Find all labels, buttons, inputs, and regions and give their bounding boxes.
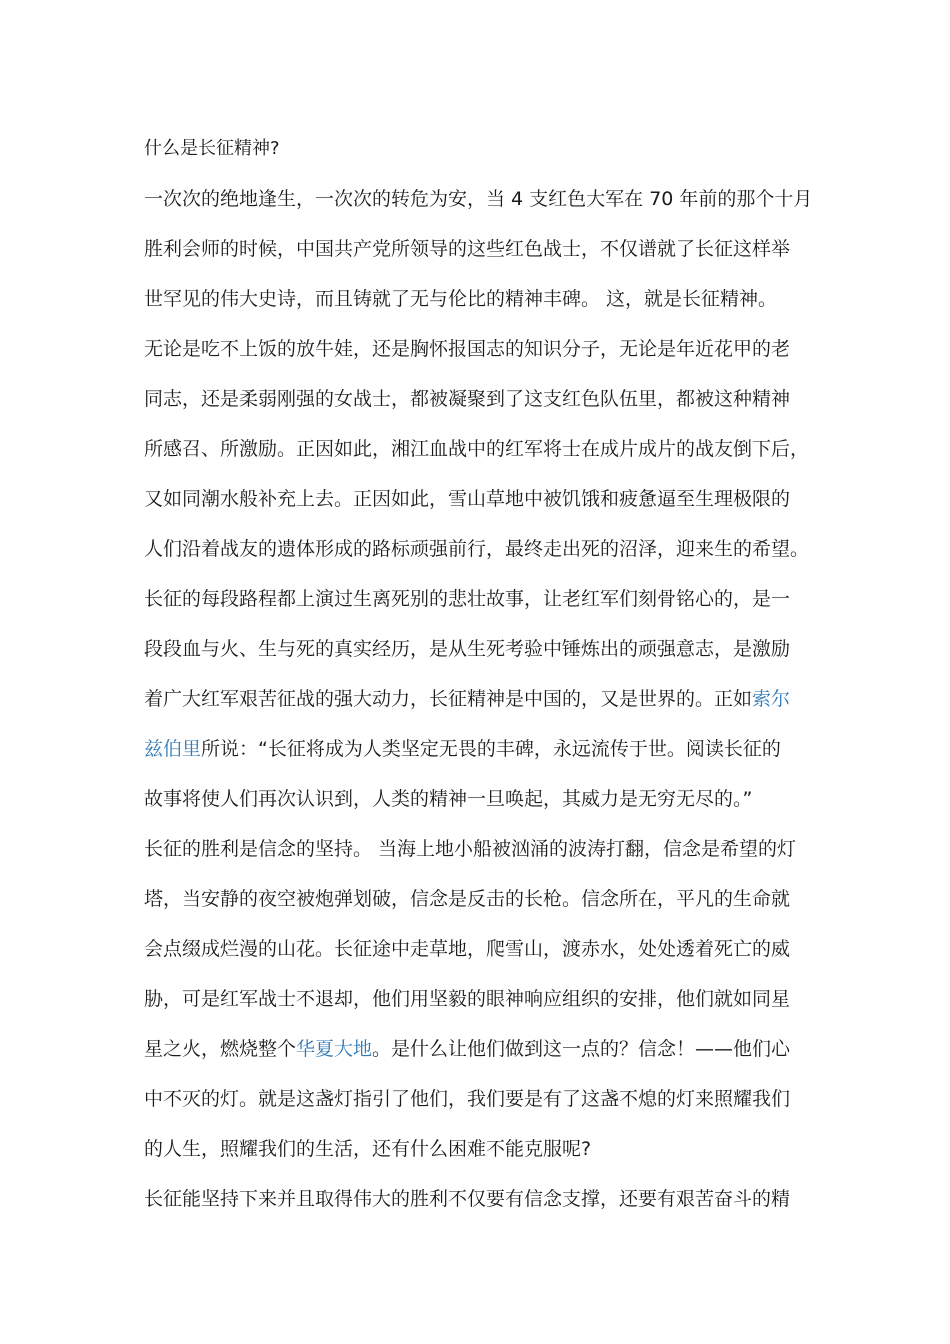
huaxia-dadi-link[interactable]: 华夏大地: [296, 1038, 373, 1060]
paragraph-line: 会点缀成烂漫的山花。长征途中走草地，爬雪山，渡赤水，处处透着死亡的威: [144, 938, 791, 960]
paragraph-line: 胜利会师的时候，中国共产党所领导的这些红色战士，不仅谱就了长征这样举: [144, 238, 791, 260]
document-title: 什么是长征精神?: [144, 138, 280, 159]
salisbury-link[interactable]: 索尔: [752, 688, 791, 710]
paragraph-line: 无论是吃不上饭的放牛娃，还是胸怀报国志的知识分子，无论是年近花甲的老: [144, 338, 791, 360]
paragraph-text: 。是什么让他们做到这一点的？信念！——他们心: [372, 1038, 791, 1060]
paragraph-line: 又如同潮水般补充上去。正因如此，雪山草地中被饥饿和疲惫逼至生理极限的: [144, 488, 791, 510]
paragraph-line: 段段血与火、生与死的真实经历，是从生死考验中锤炼出的顽强意志，是激励: [144, 638, 791, 660]
paragraph-line: 长征的每段路程都上演过生离死别的悲壮故事，让老红军们刻骨铭心的，是一: [144, 588, 791, 610]
paragraph-text: 所说：“长征将成为人类坚定无畏的丰碑，永远流传于世。阅读长征的: [201, 738, 781, 760]
paragraph-text: 星之火，燃烧整个: [144, 1038, 297, 1060]
paragraph-line: 长征能坚持下来并且取得伟大的胜利不仅要有信念支撑，还要有艰苦奋斗的精: [144, 1188, 791, 1210]
paragraph-line: 所感召、所激励。正因如此，湘江血战中的红军将士在成片成片的战友倒下后，: [144, 438, 810, 460]
paragraph-line: 人们沿着战友的遗体形成的路标顽强前行，最终走出死的沼泽，迎来生的希望。: [144, 538, 810, 560]
paragraph-line: [144, 736, 781, 762]
paragraph-line: 故事将使人们再次认识到，人类的精神一旦唤起，其威力是无穷无尽的。”: [144, 788, 753, 810]
paragraph-line: 一次次的绝地逢生，一次次的转危为安，当 4 支红色大军在 70 年前的那个十月: [144, 188, 813, 210]
paragraph-line: 的人生，照耀我们的生活，还有什么困难不能克服呢?: [144, 1138, 592, 1160]
salisbury-link[interactable]: 兹伯里: [144, 738, 202, 760]
paragraph-line: 同志，还是柔弱刚强的女战士，都被凝聚到了这支红色队伍里，都被这种精神: [144, 388, 791, 410]
paragraph-line: 长征的胜利是信念的坚持。 当海上地小船被汹涌的波涛打翻，信念是希望的灯: [144, 838, 797, 860]
paragraph-line: 胁，可是红军战士不退却，他们用坚毅的眼神响应组织的安排，他们就如同星: [144, 988, 791, 1010]
paragraph-line: 中不灭的灯。就是这盏灯指引了他们，我们要是有了这盏不熄的灯来照耀我们: [144, 1088, 791, 1110]
paragraph-text: 着广大红军艰苦征战的强大动力，长征精神是中国的，又是世界的。正如: [144, 688, 753, 710]
paragraph-line: 塔，当安静的夜空被炮弹划破，信念是反击的长枪。信念所在，平凡的生命就: [144, 888, 791, 910]
paragraph-line: [144, 686, 790, 712]
paragraph-line: [144, 1036, 790, 1062]
paragraph-line: 世罕见的伟大史诗，而且铸就了无与伦比的精神丰碑。 这，就是长征精神。: [144, 288, 778, 310]
